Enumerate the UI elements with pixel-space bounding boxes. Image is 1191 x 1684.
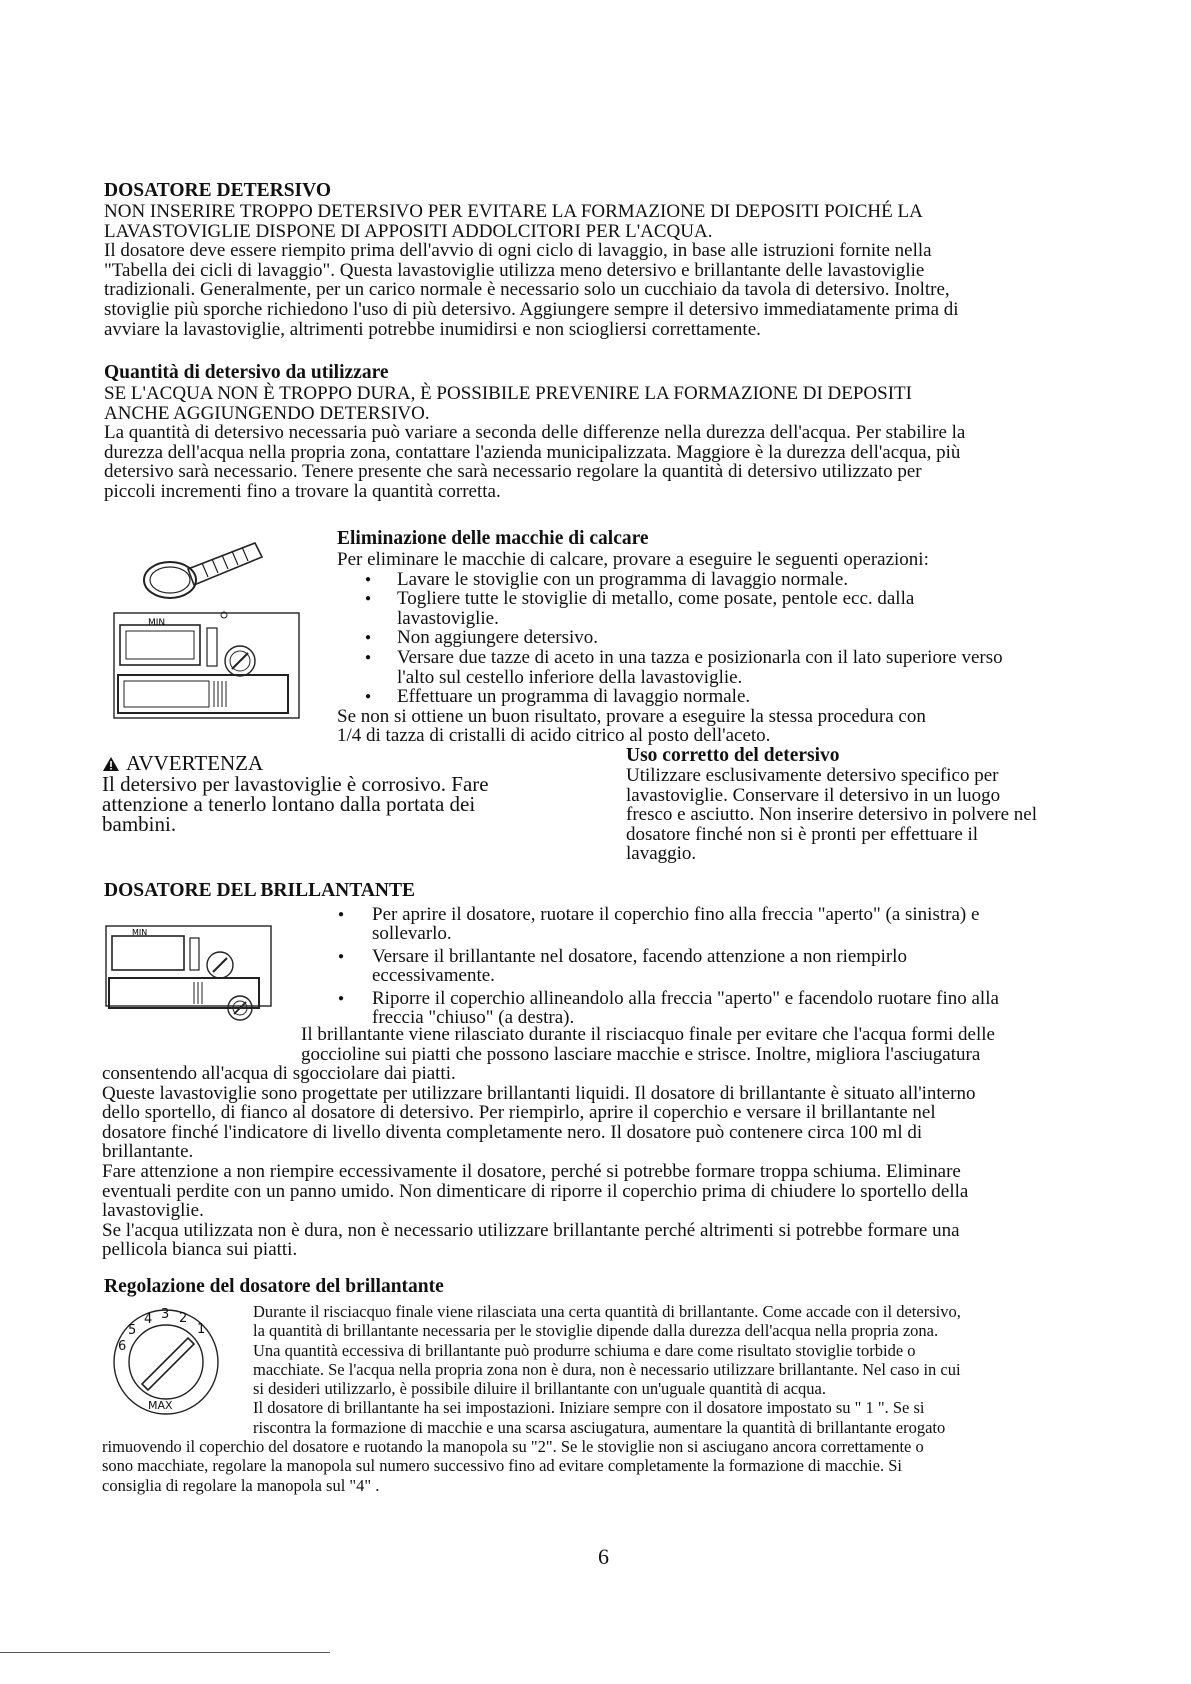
list-item: ● Lavare le stoviglie con un programma di lavaggio normale. bbox=[337, 570, 1117, 590]
section-text: SE L'ACQUA NON È TROPPO DURA, È POSSIBILE PREVENIRE LA FORMAZIONE DI DEPOSITI ANCHE AGGIUNGENDO DETERSIVO. La quantità di detersivo necessaria può variare a seconda delle differenze nella durezza dell'acqua. Per stabilire la durezza dell'acqua nella propria zona, contattare l'azienda municipalizzata. Maggiore è la durezza dell'acqua, più detersivo sarà necessario. Tenere presente che sarà necessario regolare la quantità di detersivo utilizzato per piccoli incrementi fino a trovare la quantità corretta. bbox=[104, 383, 966, 502]
section-macchie-calcare bbox=[337, 528, 1117, 746]
section-title: DOSATORE DEL BRILLANTANTE bbox=[104, 880, 416, 901]
list-item: ● Effettuare un programma di lavaggio normale. bbox=[337, 687, 1117, 707]
svg-text:MIN: MIN bbox=[132, 928, 148, 937]
section-text: Utilizzare esclusivamente detersivo specifico per lavastoviglie. Conservare il detersivo in un luogo fresco e asciutto. Non inserire detersivo in polvere nel dosatore finché non si è pronti per effettuare il lavaggio. bbox=[626, 765, 1037, 865]
list-item: ● Non aggiungere detersivo. bbox=[337, 628, 1117, 648]
regolazione-text: rimuovendo il coperchio del dosatore e ruotando la manopola su "2". Se le stoviglie non si asciugano ancora correttamente o sono macchiate, regolare la manopola sul numero successivo fino ad evitare completamente la formazione di macchie. Si consiglia di regolare la manopola sul "4" . bbox=[102, 1437, 924, 1495]
steps-list bbox=[310, 905, 1120, 1027]
page-number: 6 bbox=[598, 1544, 609, 1569]
list-item: ● Togliere tutte le stoviglie di metallo, come posate, pentole ecc. dalla lavastoviglie. bbox=[337, 589, 1117, 628]
section-brillantante bbox=[104, 880, 415, 902]
section-title: Eliminazione delle macchie di calcare bbox=[337, 528, 649, 549]
detergent-scoop-illustration bbox=[140, 535, 270, 605]
dial-label: 6 bbox=[118, 1339, 127, 1354]
dial-label: MAX bbox=[148, 1399, 173, 1412]
warning-text: Il detersivo per lavastoviglie è corrosivo. Fare attenzione a tenerlo lontano dalla portata dei bambini. bbox=[102, 772, 489, 836]
section-outro: Se non si ottiene un buon risultato, provare a eseguire la stessa procedura con 1/4 di tazza di cristalli di acido citrico al posto dell'aceto. bbox=[337, 705, 926, 747]
dial-label: 4 bbox=[144, 1312, 153, 1327]
list-item: ● Riporre il coperchio allineandolo alla freccia "aperto" e facendolo ruotare fino alla freccia "chiuso" (a destra). bbox=[310, 989, 1120, 1027]
section-intro: Per eliminare le macchie di calcare, provare a eseguire le seguenti operazioni: bbox=[337, 549, 929, 570]
dial-label: 1 bbox=[197, 1322, 206, 1337]
steps-list bbox=[337, 570, 1117, 707]
rinse-aid-steps bbox=[310, 905, 1120, 1027]
section-title: Uso corretto del detersivo bbox=[626, 745, 840, 766]
rinse-aid-text: consentendo all'acqua di sgocciolare dai piatti. Queste lavastoviglie sono progettate per utilizzare brillantanti liquidi. Il dosatore di brillantante è situato all'interno dello sportello, di fianco al dosatore di detersivo. Per riempirlo, aprire il coperchio e versare il brillantante nel dosatore finché l'indicatore di livello diventa completamente nero. Il dosatore può contenere circa 100 ml di brillantante. Fare attenzione a non riempire eccessivamente il dosatore, perché si potrebbe formare troppa schiuma. Eliminare eventuali perdite con un panno umido. Non dimenticare di riporre il coperchio prima di chiudere lo sportello della lavastoviglie. Se l'acqua utilizzata non è dura, non è necessario utilizzare brillantante perché altrimenti si potrebbe formare una pellicola bianca sui piatti. bbox=[102, 1063, 976, 1261]
svg-text:MIN: MIN bbox=[148, 618, 166, 628]
dial-label: 2 bbox=[179, 1311, 188, 1326]
warning-triangle-icon bbox=[102, 756, 120, 772]
list-item: ● Per aprire il dosatore, ruotare il coperchio fino alla freccia "aperto" (a sinistra) e sollevarlo. bbox=[310, 905, 1120, 943]
dial-label: 5 bbox=[128, 1323, 137, 1338]
section-quantita-detersivo bbox=[104, 362, 1114, 502]
section-text: NON INSERIRE TROPPO DETERSIVO PER EVITARE LA FORMAZIONE DI DEPOSITI POICHÉ LA LAVASTOVIGLIE DISPONE DI APPOSITI ADDOLCITORI PER L'ACQUA. Il dosatore deve essere riempito prima dell'avvio di ogni ciclo di lavaggio, in base alle istruzioni fornite nella "Tabella dei cicli di lavaggio". Questa lavastoviglie utilizza meno detersivo e brillantante delle lavastoviglie tradizionali. Generalmente, per un carico normale è necessario solo un cucchiaio da tavola di detersivo. Inoltre, stoviglie più sporche richiedono l'uso di più detersivo. Aggiungere sempre il detersivo immediatamente prima di avviare la lavastoviglie, altrimenti potrebbe inumidirsi e non sciogliersi correttamente. bbox=[104, 201, 959, 340]
rinse-aid-intro-text: Il brillantante viene rilasciato durante il risciacquo finale per evitare che l'acqua formi delle goccioline sui piatti che possono lasciare macchie e strisce. Inoltre, migliora l'asciugatura bbox=[301, 1024, 995, 1065]
list-item: ● Versare due tazze di aceto in una tazza e posizionarla con il lato superiore verso l'alto sul cestello inferiore della lavastoviglie. bbox=[337, 648, 1117, 687]
rinse-aid-dial-illustration bbox=[108, 1302, 228, 1417]
section-uso-detersivo bbox=[626, 746, 1116, 864]
list-item: ● Versare il brillantante nel dosatore, facendo attenzione a non riempirlo eccessivamente. bbox=[310, 947, 1120, 985]
section-regolazione bbox=[104, 1276, 444, 1298]
section-title: DOSATORE DETERSIVO bbox=[104, 180, 331, 201]
dial-label: 3 bbox=[161, 1307, 170, 1322]
section-title: Regolazione del dosatore del brillantante bbox=[104, 1276, 444, 1297]
section-title: Quantità di detersivo da utilizzare bbox=[104, 362, 389, 383]
detergent-dispenser-illustration bbox=[112, 603, 302, 723]
warning-title: AVVERTENZA bbox=[126, 751, 264, 775]
rinse-aid-dispenser-illustration bbox=[104, 918, 279, 1028]
section-dosatore-detersivo bbox=[104, 180, 1114, 339]
regolazione-intro-text: Durante il risciacquo finale viene rilasciata una certa quantità di brillantante. Come accade con il detersivo, la quantità di brillantante necessaria per le stoviglie dipende dalla durezza dell'acqua nella propria zona. Una quantità eccessiva di brillantante può produrre schiuma e dare come risultato stoviglie torbide o macchiate. Se l'acqua nella propria zona non è dura, non è necessario utilizzare brillantante. Nel caso in cui si desideri utilizzarlo, è possibile diluire il brillantante con un'uguale quantità di acqua. Il dosatore di brillantante ha sei impostazioni. Iniziare sempre con il dosatore impostato su " 1 ". Se si riscontra la formazione di macchie e una scarsa asciugatura, aumentare la quantità di brillantante erogato bbox=[253, 1302, 961, 1437]
warning-box bbox=[102, 752, 602, 834]
scan-edge-line bbox=[0, 1652, 330, 1653]
